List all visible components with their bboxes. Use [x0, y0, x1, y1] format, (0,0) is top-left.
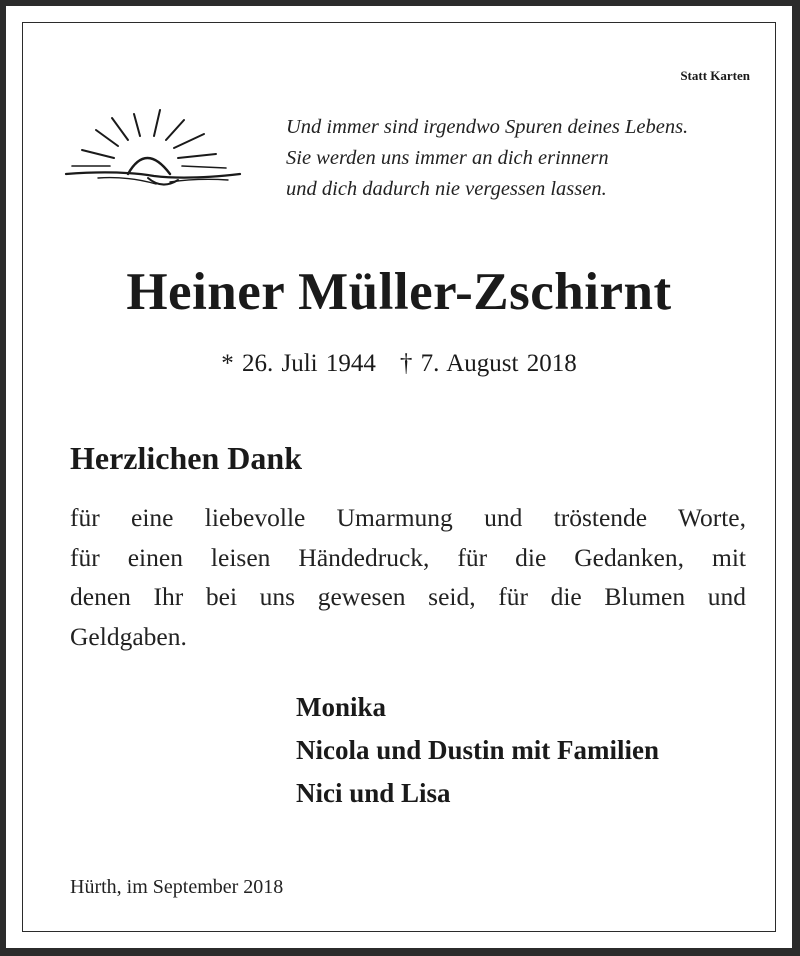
- place-and-date: Hürth, im September 2018: [70, 876, 284, 898]
- death-date: † 7. August 2018: [399, 350, 577, 377]
- deceased-name: Heiner Müller-Zschirnt: [126, 263, 672, 321]
- poem-line: Sie werden uns immer an dich erinnern: [286, 147, 609, 169]
- thanks-line: für einen leisen Händedruck, für die Gedanken, mit: [70, 542, 746, 572]
- statt-karten-note: Statt Karten: [680, 68, 750, 83]
- thanks-line: denen Ihr bei uns gewesen seid, für die Blumen und: [70, 582, 746, 611]
- memorial-poem: [286, 112, 688, 205]
- poem-line: und dich dadurch nie vergessen lassen.: [286, 178, 607, 200]
- thanks-text: [70, 498, 746, 656]
- poem-line: Und immer sind irgendwo Spuren deines Lebens.: [286, 116, 689, 138]
- thanks-line: Geldgaben.: [70, 621, 187, 651]
- sunrise-icon: [58, 104, 248, 204]
- birth-date: * 26. Juli 1944: [221, 350, 376, 377]
- thanks-heading: Herzlichen Dank: [70, 440, 302, 476]
- family-member: Monika: [296, 692, 387, 722]
- thanks-line: für eine liebevolle Umarmung und tröstende Worte,: [70, 503, 746, 532]
- family-member: Nici und Lisa: [296, 778, 451, 808]
- family-signatures: [296, 686, 659, 815]
- life-dates: [8, 350, 790, 378]
- family-member: Nicola und Dustin mit Familien: [296, 735, 660, 765]
- notice-frame: [6, 6, 792, 948]
